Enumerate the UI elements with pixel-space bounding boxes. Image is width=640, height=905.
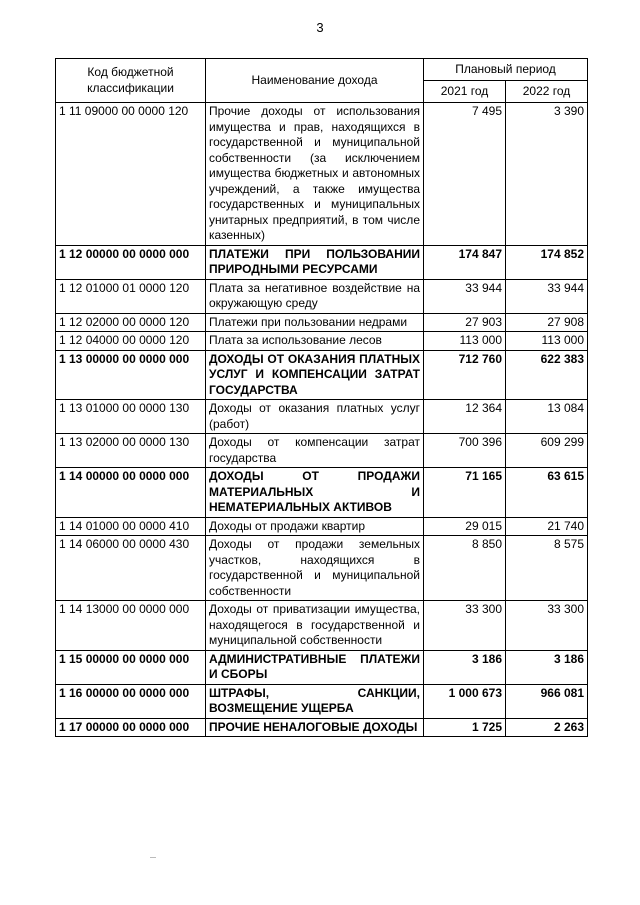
table-row (56, 601, 588, 651)
revenue-name-cell: ПЛАТЕЖИ ПРИ ПОЛЬЗОВАНИИ ПРИРОДНЫМИ РЕСУРСАМИ (206, 245, 424, 279)
value-2022-cell: 3 186 (506, 650, 588, 684)
revenue-name-cell: Доходы от компенсации затрат государства (206, 434, 424, 468)
value-2021-cell: 113 000 (424, 332, 506, 351)
header-year-2022: 2022 год (506, 81, 588, 103)
table-body (56, 103, 588, 737)
value-2022-cell: 27 908 (506, 313, 588, 332)
page-number: 3 (316, 20, 324, 35)
revenue-name-cell: ДОХОДЫ ОТ ПРОДАЖИ МАТЕРИАЛЬНЫХ И НЕМАТЕРИАЛЬНЫХ АКТИВОВ (206, 468, 424, 518)
value-2021-cell: 27 903 (424, 313, 506, 332)
value-2021-cell: 1 725 (424, 718, 506, 737)
value-2021-cell: 7 495 (424, 103, 506, 246)
value-2022-cell: 174 852 (506, 245, 588, 279)
value-2021-cell: 33 944 (424, 279, 506, 313)
code-cell: 1 13 01000 00 0000 130 (56, 400, 206, 434)
revenue-name-cell: Платежи при пользовании недрами (206, 313, 424, 332)
revenue-name-cell: Доходы от продажи квартир (206, 517, 424, 536)
value-2021-cell: 712 760 (424, 350, 506, 400)
value-2021-cell: 29 015 (424, 517, 506, 536)
value-2021-cell: 33 300 (424, 601, 506, 651)
value-2021-cell: 174 847 (424, 245, 506, 279)
table-row (56, 332, 588, 351)
scan-mark (150, 857, 156, 858)
code-cell: 1 12 02000 00 0000 120 (56, 313, 206, 332)
table-row (56, 279, 588, 313)
value-2022-cell: 13 084 (506, 400, 588, 434)
revenue-name-cell: ШТРАФЫ, САНКЦИИ, ВОЗМЕЩЕНИЕ УЩЕРБА (206, 684, 424, 718)
header-year-2021: 2021 год (424, 81, 506, 103)
budget-revenue-table (55, 58, 588, 737)
header-code: Код бюджетной классификации (56, 59, 206, 103)
table-row (56, 434, 588, 468)
revenue-name-cell: Прочие доходы от использования имущества и прав, находящихся в государственной и муниципальной собственности (за исключением имущества бюджетных и автономных учреждений, а также имущества государственных и муниципальных унитарных предприятий, в том числе казенных) (206, 103, 424, 246)
value-2022-cell: 966 081 (506, 684, 588, 718)
code-cell: 1 13 02000 00 0000 130 (56, 434, 206, 468)
value-2022-cell: 63 615 (506, 468, 588, 518)
revenue-name-cell: Доходы от оказания платных услуг (работ) (206, 400, 424, 434)
code-cell: 1 14 00000 00 0000 000 (56, 468, 206, 518)
revenue-name-cell: АДМИНИСТРАТИВНЫЕ ПЛАТЕЖИ И СБОРЫ (206, 650, 424, 684)
value-2021-cell: 3 186 (424, 650, 506, 684)
value-2022-cell: 113 000 (506, 332, 588, 351)
value-2021-cell: 700 396 (424, 434, 506, 468)
code-cell: 1 14 01000 00 0000 410 (56, 517, 206, 536)
value-2022-cell: 8 575 (506, 536, 588, 601)
revenue-name-cell: Плата за использование лесов (206, 332, 424, 351)
value-2022-cell: 622 383 (506, 350, 588, 400)
table-row (56, 468, 588, 518)
table-row (56, 536, 588, 601)
code-cell: 1 16 00000 00 0000 000 (56, 684, 206, 718)
code-cell: 1 14 13000 00 0000 000 (56, 601, 206, 651)
value-2022-cell: 21 740 (506, 517, 588, 536)
value-2021-cell: 71 165 (424, 468, 506, 518)
value-2022-cell: 33 944 (506, 279, 588, 313)
value-2022-cell: 609 299 (506, 434, 588, 468)
header-name: Наименование дохода (206, 59, 424, 103)
value-2022-cell: 33 300 (506, 601, 588, 651)
code-cell: 1 12 04000 00 0000 120 (56, 332, 206, 351)
code-cell: 1 14 06000 00 0000 430 (56, 536, 206, 601)
revenue-name-cell: Плата за негативное воздействие на окружающую среду (206, 279, 424, 313)
value-2021-cell: 1 000 673 (424, 684, 506, 718)
revenue-name-cell: ПРОЧИЕ НЕНАЛОГОВЫЕ ДОХОДЫ (206, 718, 424, 737)
value-2022-cell: 2 263 (506, 718, 588, 737)
table-row (56, 650, 588, 684)
table-row (56, 718, 588, 737)
table-row (56, 313, 588, 332)
table-row (56, 245, 588, 279)
code-cell: 1 12 00000 00 0000 000 (56, 245, 206, 279)
table-row (56, 350, 588, 400)
value-2021-cell: 12 364 (424, 400, 506, 434)
code-cell: 1 13 00000 00 0000 000 (56, 350, 206, 400)
revenue-name-cell: Доходы от приватизации имущества, находящегося в государственной и муниципальной собственности (206, 601, 424, 651)
revenue-name-cell: ДОХОДЫ ОТ ОКАЗАНИЯ ПЛАТНЫХ УСЛУГ И КОМПЕНСАЦИИ ЗАТРАТ ГОСУДАРСТВА (206, 350, 424, 400)
code-cell: 1 12 01000 01 0000 120 (56, 279, 206, 313)
revenue-name-cell: Доходы от продажи земельных участков, находящихся в государственной и муниципальной собственности (206, 536, 424, 601)
table-row (56, 684, 588, 718)
code-cell: 1 11 09000 00 0000 120 (56, 103, 206, 246)
code-cell: 1 17 00000 00 0000 000 (56, 718, 206, 737)
value-2022-cell: 3 390 (506, 103, 588, 246)
table-row (56, 517, 588, 536)
table-row (56, 400, 588, 434)
header-period: Плановый период (424, 59, 588, 81)
table-row (56, 103, 588, 246)
value-2021-cell: 8 850 (424, 536, 506, 601)
code-cell: 1 15 00000 00 0000 000 (56, 650, 206, 684)
